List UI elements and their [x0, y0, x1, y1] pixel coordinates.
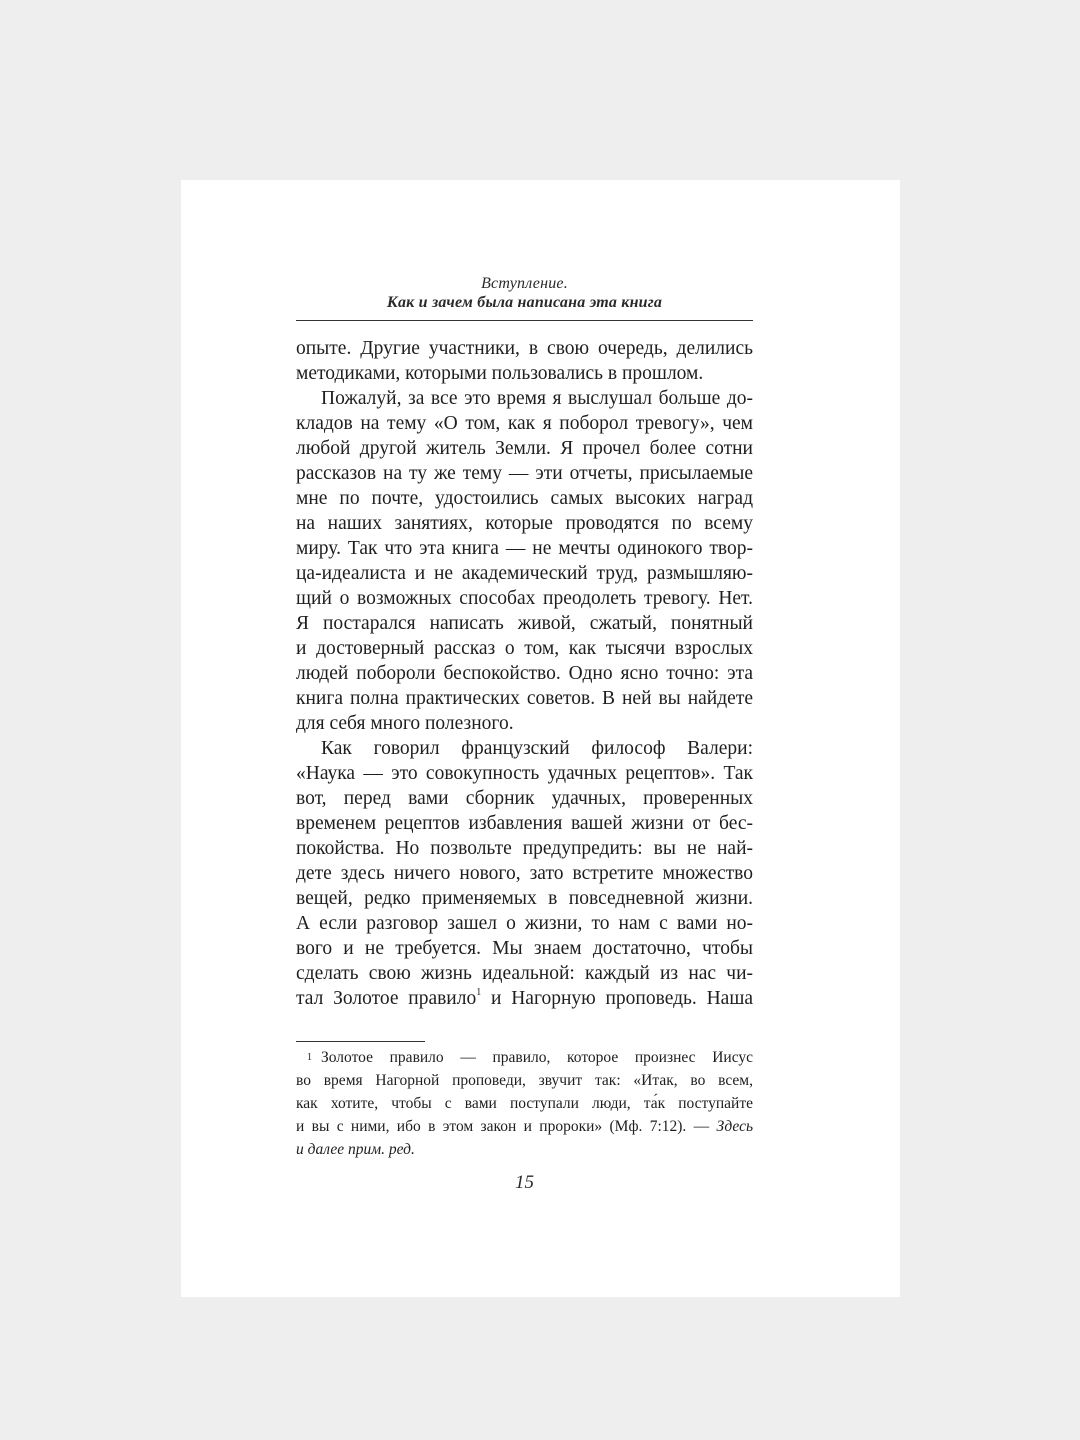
running-head-section: Вступление.: [481, 275, 568, 292]
footnote-line: Золотое правило — правило, которое произнес Иисус: [321, 1049, 753, 1066]
body-line: вещей, редко применяемых в повседневной жизни.: [296, 888, 753, 909]
body-line: книга полна практических советов. В ней вы найдете: [296, 688, 753, 709]
body-line: и достоверный рассказ о том, как тысячи взрослых: [296, 638, 753, 659]
footnote-reference[interactable]: 1: [476, 987, 482, 998]
footnote-rule: [296, 1041, 425, 1042]
running-head-chapter-title: Как и зачем была написана эта книга: [386, 294, 663, 311]
body-line: мне по почте, удостоились самых высоких наград: [296, 488, 753, 509]
body-line: рассказов на ту же тему — эти отчеты, присылаемые: [296, 463, 753, 484]
body-text: и Нагорную проповедь. Наша: [481, 988, 753, 1009]
body-line: для себя много полезного.: [296, 713, 514, 734]
footnote-number: 1: [307, 1052, 312, 1063]
body-line: людей побороли беспокойство. Одно ясно точно: эта: [296, 663, 753, 684]
body-line: вого и не требуется. Мы знаем достаточно, чтобы: [296, 938, 753, 959]
body-line: сделать свою жизнь идеальной: каждый из нас чи-: [296, 963, 753, 984]
body-line: дете здесь ничего нового, зато встретите множество: [296, 863, 753, 884]
footnote-italic-text: и далее прим. ред.: [296, 1141, 415, 1158]
body-line: Как говорил французский философ Валери:: [321, 738, 753, 759]
header-rule: [296, 320, 753, 321]
body-line: опыте. Другие участники, в свою очередь, делились: [296, 338, 753, 359]
footnote-line: во время Нагорной проповеди, звучит так: «Итак, во всем,: [296, 1072, 753, 1089]
body-line: щий о возможных способах преодолеть тревогу. Нет.: [296, 588, 753, 609]
body-line: покойства. Но позвольте предупредить: вы не най-: [296, 838, 753, 859]
body-line: «Наука — это совокупность удачных рецептов». Так: [296, 763, 753, 784]
body-line: А если разговор зашел о жизни, то нам с вами но-: [296, 913, 753, 934]
body-line: вот, перед вами сборник удачных, проверенных: [296, 788, 753, 809]
body-line: Я постарался написать живой, сжатый, понятный: [296, 613, 753, 634]
footnote-line: [296, 1116, 753, 1138]
body-line: методиками, которыми пользовались в прошлом.: [296, 363, 704, 384]
body-line: ца-идеалиста и не академический труд, размышляю-: [296, 563, 753, 584]
body-text: тал Золотое правило: [296, 988, 477, 1009]
footnote-text: и вы с ними, ибо в этом закон и пророки» (Мф. 7:12). —: [296, 1118, 710, 1135]
body-line: временем рецептов избавления вашей жизни от бес-: [296, 813, 753, 834]
page-number: 15: [515, 1172, 534, 1193]
body-line: кладов на тему «О том, как я поборол тревогу», чем: [296, 413, 753, 434]
body-line-with-footnote-ref: [296, 986, 753, 1011]
body-line: на наших занятиях, которые проводятся по всему: [296, 513, 753, 534]
body-line: Пожалуй, за все это время я выслушал больше до-: [321, 388, 753, 409]
footnote-italic-text: Здесь: [716, 1118, 754, 1135]
book-page: [181, 180, 900, 1297]
body-line: любой другой житель Земли. Я прочел более сотни: [296, 438, 753, 459]
body-line: миру. Так что эта книга — не мечты одинокого твор-: [296, 538, 753, 559]
footnote-line: [296, 1139, 753, 1161]
footnote-line: как хотите, чтобы с вами поступали люди, та́к поступайте: [296, 1095, 753, 1112]
